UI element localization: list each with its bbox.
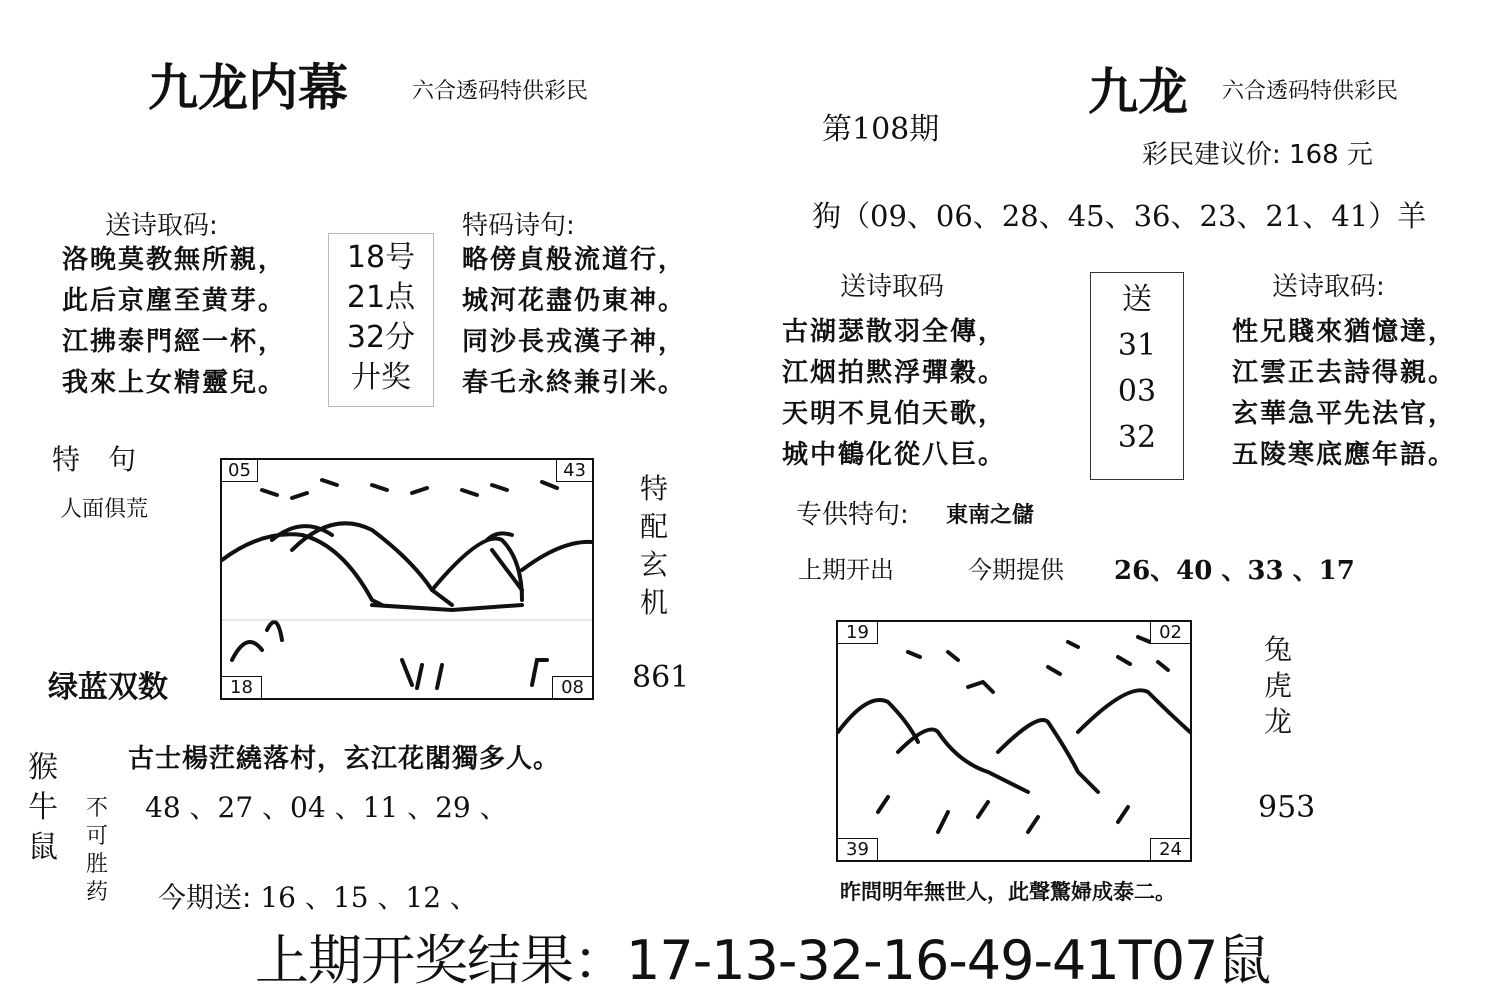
last-period-label: 上期开出 xyxy=(798,556,894,584)
left-zodiac-vertical xyxy=(28,748,58,868)
poem-line: 此后京塵至黄芽。 xyxy=(62,286,287,316)
landscape-drawing xyxy=(838,622,1190,860)
bukesheng-char: 药 xyxy=(86,880,109,905)
poem-line: 五陵寒底應年語。 xyxy=(1232,440,1457,470)
side-char: 玄 xyxy=(640,548,669,581)
poem-line: 我來上女精靈兒。 xyxy=(62,368,287,398)
right-zodiac-line: 狗（09、06、28、45、36、23、21、41）羊 xyxy=(812,199,1427,233)
zodiac-char: 鼠 xyxy=(28,830,58,865)
side-char: 龙 xyxy=(1264,705,1293,738)
pic-num-top-right: 02 xyxy=(1150,622,1190,644)
landscape-drawing xyxy=(222,460,592,698)
bukesheng-char: 可 xyxy=(86,824,109,849)
poem-line: 城河花盡仍東神。 xyxy=(462,286,687,316)
special-label: 专供特句: xyxy=(796,500,909,530)
right-title: 九龙 xyxy=(1088,63,1188,121)
right-poem-header-right: 送诗取码: xyxy=(1272,272,1385,302)
left-bukesheng-vertical xyxy=(86,795,108,907)
side-char: 配 xyxy=(640,510,669,543)
left-title: 九龙内幕 xyxy=(148,59,348,117)
right-subtitle: 六合透码特供彩民 xyxy=(1222,79,1399,104)
box-item: 18号 xyxy=(346,240,416,275)
price: 彩民建议价: 168 元 xyxy=(1142,140,1373,170)
issue-number: 第108期 xyxy=(822,112,940,147)
left-poem-line: 古士楊茳繞落村，玄江花閣獨多人。 xyxy=(128,744,561,774)
right-poem-left xyxy=(782,312,1006,476)
left-tema-header: 特码诗句: xyxy=(462,211,575,241)
left-poem xyxy=(62,240,286,404)
right-side-vertical xyxy=(1264,632,1292,740)
side-char: 机 xyxy=(640,586,669,619)
right-poem-header-left: 送诗取码 xyxy=(840,272,945,302)
left-picture xyxy=(220,458,594,700)
left-subtitle: 六合透码特供彩民 xyxy=(412,79,589,104)
pic-num-top-right: 43 xyxy=(556,460,592,482)
left-tejv-text: 人面俱荒 xyxy=(60,497,149,522)
poem-line: 洛晚莫教無所親， xyxy=(62,245,287,275)
left-tema-poem xyxy=(462,240,686,404)
poem-line: 性兄賤來猶憶達， xyxy=(1232,317,1457,347)
left-poem-header: 送诗取码: xyxy=(105,211,218,241)
left-side-vertical xyxy=(640,470,668,622)
zodiac-char: 牛 xyxy=(28,790,58,825)
box-item: 送 xyxy=(1122,282,1152,317)
left-side-number: 861 xyxy=(632,660,690,695)
left-number-box xyxy=(328,233,434,407)
pic-num-bottom-left: 18 xyxy=(222,676,262,698)
poem-line: 城中鶴化從八巨。 xyxy=(782,440,1007,470)
right-picture xyxy=(836,620,1192,862)
box-item: 32分 xyxy=(346,320,416,355)
poem-line: 略傍貞般流道行， xyxy=(462,245,687,275)
poem-line: 江雲正去詩得親。 xyxy=(1232,358,1457,388)
pic-num-top-left: 05 xyxy=(222,460,258,482)
this-period-numbers: 26、40 、33 、17 xyxy=(1114,556,1355,586)
right-poem-line: 昨問明年無世人，此聲驚婦成泰二。 xyxy=(840,879,1176,904)
poem-line: 江拂泰門經一杯， xyxy=(62,327,287,357)
poem-line: 古湖瑟散羽全傳， xyxy=(782,317,1007,347)
right-side-number: 953 xyxy=(1258,790,1316,825)
zodiac-char: 猴 xyxy=(28,750,58,785)
box-item: 廾奖 xyxy=(351,360,411,395)
pic-num-bottom-right: 24 xyxy=(1150,838,1190,860)
side-char: 兔 xyxy=(1264,633,1293,666)
box-item: 21点 xyxy=(346,280,416,315)
right-number-box xyxy=(1090,272,1184,480)
this-period-label: 今期提供 xyxy=(968,556,1064,584)
pic-num-top-left: 19 xyxy=(838,622,878,644)
poem-line: 玄華急平先法官， xyxy=(1232,399,1457,429)
pic-num-bottom-left: 39 xyxy=(838,838,878,860)
bukesheng-char: 不 xyxy=(86,796,109,821)
right-poem-right xyxy=(1232,312,1456,476)
box-item: 32 xyxy=(1117,420,1157,455)
left-tejv-label: 特 句 xyxy=(52,443,137,476)
left-send-row xyxy=(158,876,478,916)
box-item: 03 xyxy=(1117,374,1157,409)
left-numbers-row: 48 、27 、04 、11 、29 、 xyxy=(145,791,508,824)
side-char: 特 xyxy=(640,472,669,505)
box-item: 31 xyxy=(1117,328,1157,363)
poem-line: 同沙長戎漢子神， xyxy=(462,327,687,357)
bukesheng-char: 胜 xyxy=(86,852,109,877)
send-label: 今期送: xyxy=(158,881,252,914)
pic-num-bottom-right: 08 xyxy=(552,676,592,698)
poem-line: 春乇永終兼引米。 xyxy=(462,368,687,398)
poem-line: 天明不見伯天歌， xyxy=(782,399,1007,429)
side-char: 虎 xyxy=(1264,669,1293,702)
last-draw-result: 上期开奖结果：17-13-32-16-49-41T07鼠 xyxy=(255,929,1271,992)
left-color-hint: 绿蓝双数 xyxy=(48,670,168,705)
send-numbers: 16 、15 、12 、 xyxy=(260,881,478,914)
special-text: 東南之儲 xyxy=(946,502,1035,528)
poem-line: 江烟拍黙浮彈穀。 xyxy=(782,358,1007,388)
